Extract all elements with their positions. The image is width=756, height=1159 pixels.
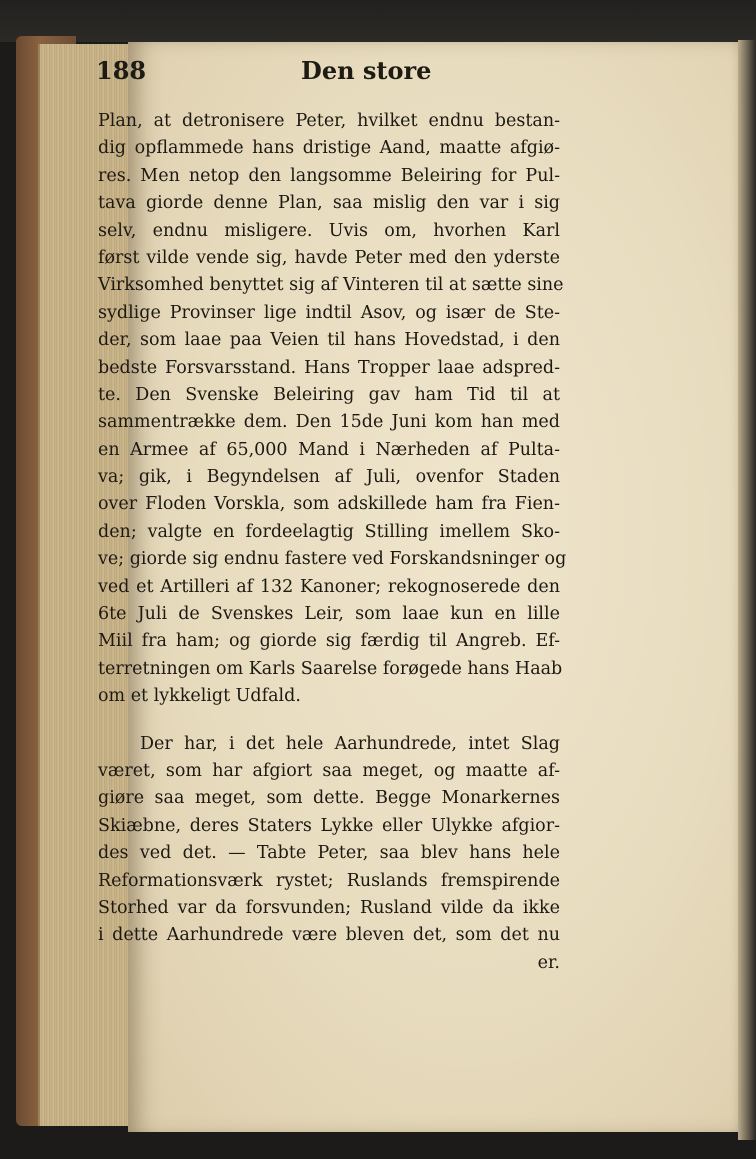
- text-line: er.: [537, 952, 560, 973]
- text-line: ve; giorde sig endnu fastere ved Forskandsninger og: [98, 549, 567, 570]
- text-line: Storhed var da forsvunden; Rusland vilde da ikke: [98, 897, 560, 918]
- text-line: været, som har afgiort saa meget, og maatte af-: [98, 760, 560, 781]
- text-line: res. Men netop den langsomme Beleiring for Pul-: [98, 165, 560, 186]
- text-line: Miil fra ham; og giorde sig færdig til Angreb. Ef-: [98, 631, 560, 652]
- background-top: [0, 0, 756, 42]
- text-line: va; gik, i Begyndelsen af Juli, ovenfor Staden: [98, 467, 560, 488]
- page-right-edge: [738, 40, 756, 1140]
- paragraph-gap: [98, 711, 560, 731]
- page-header: [96, 56, 576, 96]
- text-line: Reformationsværk rystet; Ruslands fremspirende: [98, 870, 560, 891]
- text-line: først vilde vende sig, havde Peter med den yderste: [98, 247, 560, 268]
- text-line: Der har, i det hele Aarhundrede, intet Slag: [140, 733, 560, 754]
- page-number: 188: [96, 56, 147, 85]
- text-line: Plan, at detronisere Peter, hvilket endnu bestan-: [98, 111, 560, 131]
- text-line: sydlige Provinser lige indtil Asov, og især de Ste-: [98, 302, 560, 323]
- text-line: giøre saa meget, som dette. Begge Monarkernes: [98, 788, 560, 809]
- text-line: terretningen om Karls Saarelse forøgede hans Haab: [98, 658, 563, 679]
- text-line: om et lykkeligt Udfald.: [98, 686, 301, 707]
- text-line: 6te Juli de Svenskes Leir, som laae kun en lille: [98, 604, 560, 625]
- text-line: Virksomhed benyttet sig af Vinteren til at sætte sine: [98, 275, 564, 296]
- body-text: [98, 108, 567, 977]
- text-line: der, som laae paa Veien til hans Hovedstad, i den: [98, 330, 560, 351]
- text-line: over Floden Vorskla, som adskillede ham fra Fien-: [98, 494, 560, 515]
- text-line: Skiæbne, deres Staters Lykke eller Ulykke afgior-: [98, 815, 560, 836]
- running-head: Den store: [301, 56, 432, 85]
- text-line: ved et Artilleri af 132 Kanoner; rekognoserede den: [98, 576, 560, 597]
- text-line: tava giorde denne Plan, saa mislig den var i sig: [98, 193, 560, 214]
- text-line: den; valgte en fordeelagtig Stilling imellem Sko-: [98, 521, 560, 542]
- text-line: sammentrække dem. Den 15de Juni kom han med: [98, 412, 560, 433]
- text-line: te. Den Svenske Beleiring gav ham Tid til at: [98, 384, 560, 405]
- paragraph: [98, 731, 560, 978]
- text-line: des ved det. — Tabte Peter, saa blev hans hele: [98, 843, 560, 864]
- text-line: bedste Forsvarsstand. Hans Tropper laae adspred-: [98, 357, 560, 378]
- text-line: dig opflammede hans dristige Aand, maatte afgiø-: [98, 138, 560, 159]
- text-line: en Armee af 65,000 Mand i Nærheden af Pulta-: [98, 439, 560, 460]
- text-line: i dette Aarhundrede være bleven det, som det nu: [98, 925, 560, 946]
- text-line: selv, endnu misligere. Uvis om, hvorhen Karl: [98, 220, 560, 241]
- paragraph: [98, 108, 567, 711]
